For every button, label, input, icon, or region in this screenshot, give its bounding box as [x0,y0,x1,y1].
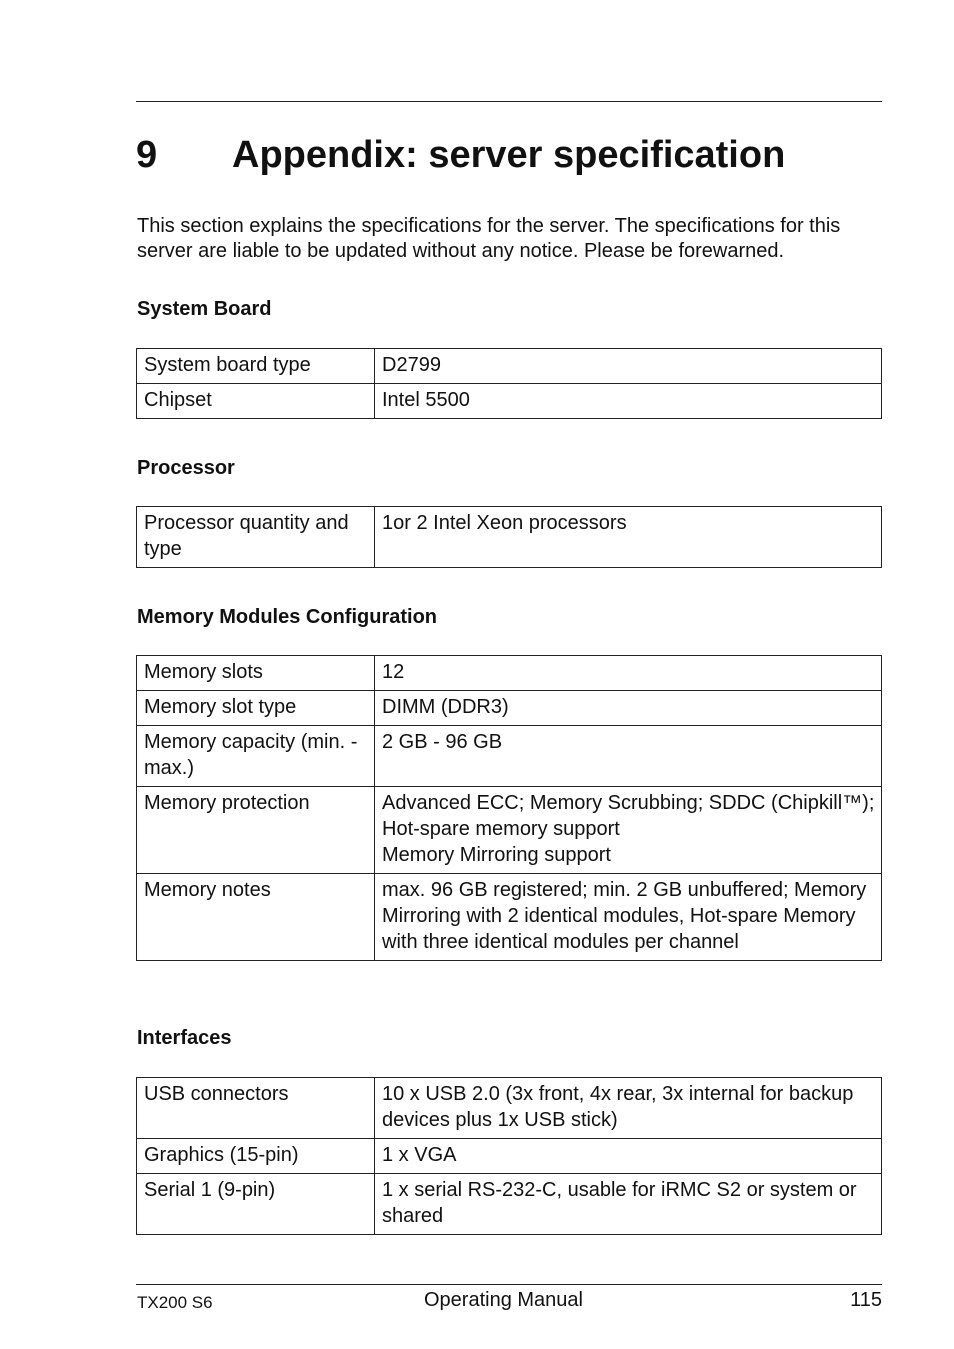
spec-value: 1 x VGA [375,1139,882,1174]
table-row [137,874,882,961]
spec-value: D2799 [375,349,882,384]
spec-value: 10 x USB 2.0 (3x front, 4x rear, 3x internal for backup devices plus 1x USB stick) [375,1078,882,1139]
section-heading-interfaces: Interfaces [137,1027,232,1049]
chapter-title: Appendix: server specification [232,134,786,176]
spec-key: Memory slots [137,656,375,691]
table-row [137,787,882,874]
table-row [137,349,882,384]
spec-key: Memory notes [137,874,375,961]
spec-key: Memory slot type [137,691,375,726]
top-rule [136,101,882,102]
system-board-table [136,348,882,419]
spec-value: Intel 5500 [375,384,882,419]
memory-table [136,655,882,961]
table-row [137,691,882,726]
spec-value: 1or 2 Intel Xeon processors [375,507,882,568]
section-heading-processor: Processor [137,457,235,479]
processor-table [136,506,882,568]
table-row [137,384,882,419]
spec-key: Chipset [137,384,375,419]
spec-value: 1 x serial RS-232-C, usable for iRMC S2 or system or shared [375,1174,882,1235]
section-heading-memory: Memory Modules Configuration [137,606,437,628]
spec-value: max. 96 GB registered; min. 2 GB unbuffered; Memory Mirroring with 2 identical modules, Hot-spare Memory with three identical modules per channel [375,874,882,961]
spec-key: System board type [137,349,375,384]
spec-key: Memory protection [137,787,375,874]
footer-rule [136,1284,882,1285]
interfaces-table [136,1077,882,1235]
intro-paragraph: This section explains the specifications for the server. The specifications for this server are liable to be updated without any notice. Please be forewarned. [137,215,841,262]
table-row [137,1078,882,1139]
table-row [137,1174,882,1235]
table-row [137,726,882,787]
section-heading-system-board: System Board [137,298,272,320]
spec-key: Serial 1 (9-pin) [137,1174,375,1235]
spec-key: USB connectors [137,1078,375,1139]
spec-key: Processor quantity and type [137,507,375,568]
spec-value: 2 GB - 96 GB [375,726,882,787]
spec-value [375,787,882,874]
footer-manual-title: Operating Manual [424,1289,583,1311]
spec-value: 12 [375,656,882,691]
spec-key: Memory capacity (min. - max.) [137,726,375,787]
spec-key: Graphics (15-pin) [137,1139,375,1174]
footer-page-number: 115 [850,1289,882,1311]
spec-value-line: Advanced ECC; Memory Scrubbing; SDDC (Chipkill™); Hot-spare memory support [382,792,875,840]
table-row [137,507,882,568]
table-row [137,656,882,691]
chapter-heading [136,134,785,177]
footer-model: TX200 S6 [137,1293,213,1312]
table-row [137,1139,882,1174]
spec-value: DIMM (DDR3) [375,691,882,726]
spec-value-line: Memory Mirroring support [382,844,611,866]
chapter-number: 9 [136,134,158,176]
